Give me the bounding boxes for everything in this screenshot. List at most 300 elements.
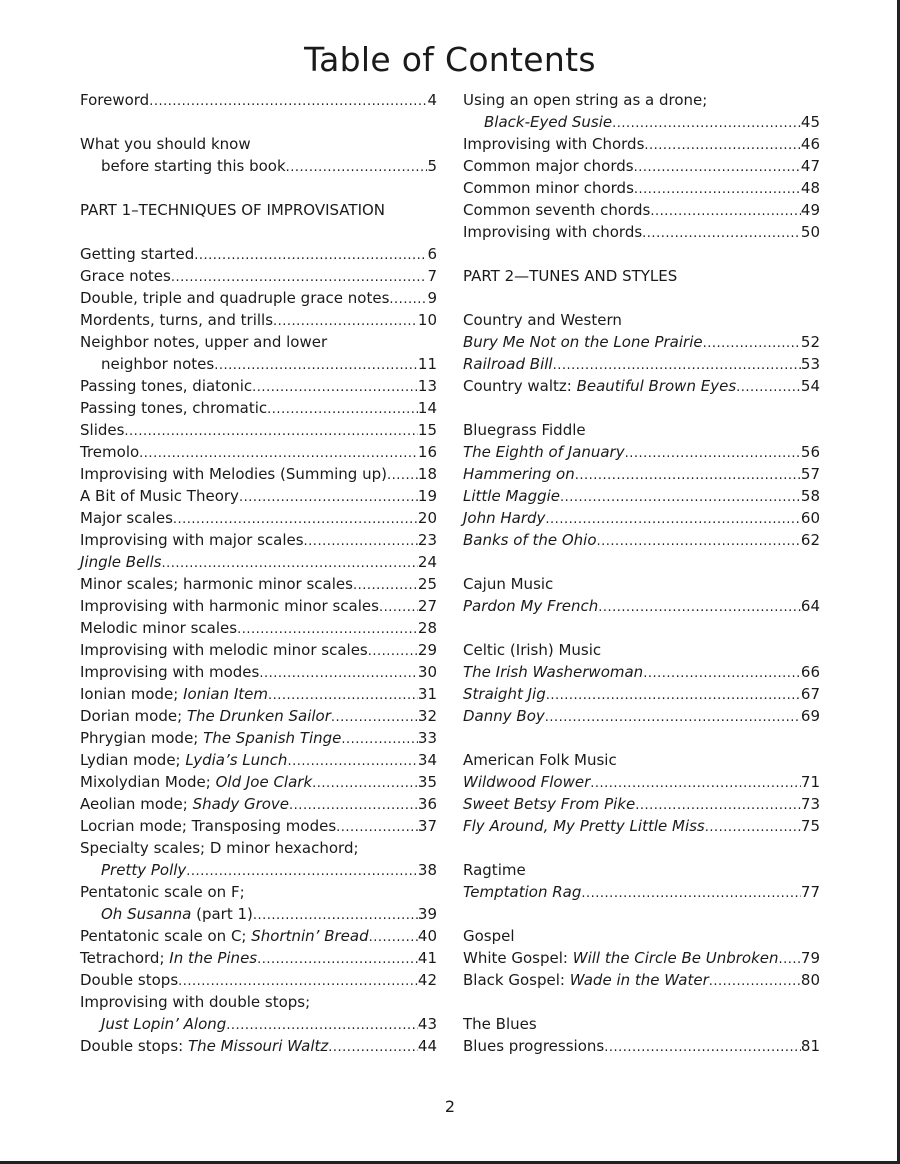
- dot-leader: [368, 639, 418, 663]
- entry-text: Common minor chords: [463, 179, 634, 197]
- spacer: [80, 221, 437, 243]
- toc-entry-title: [463, 199, 650, 221]
- entry-text: Tremolo: [80, 443, 140, 461]
- toc-page-number: 25: [417, 575, 437, 593]
- toc-page-number: 4: [427, 91, 437, 109]
- toc-page-number: 46: [800, 135, 820, 153]
- dot-leader: [331, 705, 418, 729]
- toc-entry[interactable]: [80, 463, 437, 485]
- tune-title: Pardon My French: [463, 597, 599, 615]
- entry-text: neighbor notes: [101, 355, 215, 373]
- toc-page-number: 39: [417, 905, 437, 923]
- toc-entry[interactable]: [463, 815, 820, 837]
- dot-leader: [304, 529, 418, 553]
- dot-leader: [267, 397, 418, 421]
- entry-text: Passing tones, chromatic: [80, 399, 268, 417]
- dot-leader: [545, 507, 800, 531]
- toc-entry[interactable]: [80, 309, 437, 331]
- toc-entry[interactable]: [80, 551, 437, 573]
- toc-entry[interactable]: [80, 683, 437, 705]
- entry-text: Lydian mode;: [80, 751, 186, 769]
- toc-entry-title: [463, 507, 545, 529]
- tune-title: Oh Susanna: [101, 905, 192, 923]
- spacer: [463, 551, 820, 573]
- tune-title: The Irish Washerwoman: [463, 663, 644, 681]
- toc-page-number: 60: [800, 509, 820, 527]
- toc-entry[interactable]: [463, 683, 820, 705]
- toc-page-number: 9: [427, 289, 437, 307]
- toc-entry[interactable]: [463, 881, 820, 903]
- entry-text: Improvising with chords: [463, 223, 643, 241]
- dot-leader: [779, 947, 801, 971]
- toc-page-number: 10: [417, 311, 437, 329]
- entry-text: Pentatonic scale on C;: [80, 927, 252, 945]
- toc-entry[interactable]: [463, 947, 820, 969]
- toc-entry-title: [80, 89, 149, 111]
- toc-page-number: 20: [417, 509, 437, 527]
- toc-entry[interactable]: [80, 749, 437, 771]
- toc-entry[interactable]: [80, 89, 437, 111]
- toc-entry-title: [463, 485, 560, 507]
- entry-text: Melodic minor scales: [80, 619, 238, 637]
- toc-page-number: 71: [800, 773, 820, 791]
- dot-leader: [237, 617, 418, 641]
- toc-entry-title: [80, 551, 161, 573]
- toc-entry[interactable]: [463, 441, 820, 463]
- toc-entry-title: [80, 837, 359, 859]
- toc-entry[interactable]: [463, 111, 820, 133]
- toc-entry-title: [80, 727, 341, 749]
- toc-page-number: 14: [417, 399, 437, 417]
- toc-page-number: 15: [417, 421, 437, 439]
- dot-leader: [612, 111, 801, 135]
- toc-page-number: 6: [427, 245, 437, 263]
- toc-page-number: 42: [417, 971, 437, 989]
- toc-entry-title: [463, 463, 575, 485]
- dot-leader: [289, 793, 418, 817]
- toc-entry[interactable]: [80, 947, 437, 969]
- dot-leader: [604, 1035, 801, 1059]
- toc-left-column: [80, 89, 437, 1057]
- tune-title: The Missouri Waltz: [187, 1037, 329, 1055]
- dot-leader: [545, 705, 801, 729]
- tune-title: Old Joe Clark: [215, 773, 313, 791]
- toc-page-number: 11: [417, 355, 437, 373]
- toc-entry[interactable]: [80, 353, 437, 375]
- dot-leader: [161, 551, 417, 575]
- section-heading: Cajun Music: [463, 575, 554, 593]
- toc-page-number: 23: [417, 531, 437, 549]
- dot-leader: [634, 155, 801, 179]
- toc-page-number: 16: [417, 443, 437, 461]
- tune-title: In the Pines: [169, 949, 258, 967]
- entry-text: Getting started: [80, 245, 195, 263]
- toc-entry[interactable]: [463, 133, 820, 155]
- dot-leader: [736, 375, 801, 399]
- toc-page-number: 30: [417, 663, 437, 681]
- toc-entry[interactable]: [463, 771, 820, 793]
- entry-text: Country waltz:: [463, 377, 577, 395]
- toc-entry[interactable]: [463, 177, 820, 199]
- toc-entry[interactable]: [80, 815, 437, 837]
- tune-title: Will the Circle Be Unbroken: [572, 949, 779, 967]
- toc-entry-title: [80, 683, 268, 705]
- toc-entry-title: [463, 595, 598, 617]
- dot-leader: [286, 155, 428, 179]
- dot-leader: [634, 177, 801, 201]
- toc-entry-title: [463, 881, 581, 903]
- toc-entry-title: [101, 903, 253, 925]
- entry-text: Passing tones, diatonic: [80, 377, 253, 395]
- toc-page-number: 5: [427, 157, 437, 175]
- toc-entry-title: [463, 969, 709, 991]
- toc-entry-title: [463, 947, 779, 969]
- toc-entry-title: [101, 353, 214, 375]
- toc-entry-title: [463, 705, 545, 727]
- dot-leader: [268, 683, 418, 707]
- entry-text: Pentatonic scale on F;: [80, 883, 245, 901]
- tune-title: Lydia’s Lunch: [185, 751, 288, 769]
- toc-right-column: [463, 89, 820, 1057]
- toc-page-number: 31: [417, 685, 437, 703]
- entry-text: Foreword: [80, 91, 150, 109]
- toc-entry-title: [463, 661, 643, 683]
- toc-entry-title: [80, 133, 251, 155]
- tune-title: Ionian Item: [183, 685, 268, 703]
- toc-entry-title: [80, 243, 194, 265]
- tune-title: Banks of the Ohio: [463, 531, 597, 549]
- spacer: [463, 837, 820, 859]
- toc-page-number: 38: [417, 861, 437, 879]
- section-heading: The Blues: [463, 1015, 537, 1033]
- section-heading: Gospel: [463, 927, 515, 945]
- toc-entry[interactable]: [80, 287, 437, 309]
- tune-title: Fly Around, My Pretty Little Miss: [463, 817, 705, 835]
- dot-leader: [650, 199, 801, 223]
- toc-entry-title: [80, 639, 368, 661]
- dot-leader: [560, 485, 801, 509]
- toc-entry[interactable]: [80, 969, 437, 991]
- entry-text: Slides: [80, 421, 125, 439]
- toc-entry-title: [80, 265, 171, 287]
- dot-leader: [257, 947, 418, 971]
- toc-entry[interactable]: [80, 771, 437, 793]
- toc-page-number: 37: [417, 817, 437, 835]
- toc-entry[interactable]: [80, 1013, 437, 1035]
- toc-entry-line: [80, 133, 437, 155]
- entry-text: Dorian mode;: [80, 707, 187, 725]
- toc-entry[interactable]: [463, 969, 820, 991]
- dot-leader: [259, 661, 418, 685]
- entry-text: Improvising with melodic minor scales: [80, 641, 368, 659]
- toc-page-number: 62: [800, 531, 820, 549]
- toc-entry-title: [463, 155, 634, 177]
- toc-page-number: 34: [417, 751, 437, 769]
- entry-text: Improvising with Chords: [463, 135, 645, 153]
- section-heading: Celtic (Irish) Music: [463, 641, 602, 659]
- section-heading: PART 1–TECHNIQUES OF IMPROVISATION: [80, 201, 386, 219]
- toc-page-number: 57: [800, 465, 820, 483]
- entry-text: Black Gospel:: [463, 971, 570, 989]
- toc-page-number: 29: [417, 641, 437, 659]
- toc-entry[interactable]: [463, 595, 820, 617]
- toc-page-number: 41: [417, 949, 437, 967]
- toc-page-number: 18: [417, 465, 437, 483]
- entry-text: Double stops:: [80, 1037, 188, 1055]
- dot-leader: [124, 419, 417, 443]
- dot-leader: [239, 485, 418, 509]
- toc-entry-title: [463, 375, 736, 397]
- spacer: [463, 903, 820, 925]
- toc-page-number: 69: [800, 707, 820, 725]
- tune-title: Sweet Betsy From Pike: [463, 795, 636, 813]
- toc-entry[interactable]: [80, 243, 437, 265]
- toc-entry[interactable]: [463, 199, 820, 221]
- dot-leader: [379, 595, 418, 619]
- dot-leader: [273, 309, 418, 333]
- tune-title: John Hardy: [463, 509, 546, 527]
- toc-page-number: 40: [417, 927, 437, 945]
- spacer: [80, 111, 437, 133]
- spacer: [463, 287, 820, 309]
- toc-entry-line: [80, 837, 437, 859]
- toc-entry-title: [80, 529, 304, 551]
- section-heading: American Folk Music: [463, 751, 617, 769]
- toc-entry[interactable]: [80, 903, 437, 925]
- toc-entry[interactable]: [80, 617, 437, 639]
- toc-page-number: 19: [417, 487, 437, 505]
- toc-page-number: 33: [417, 729, 437, 747]
- toc-entry[interactable]: [463, 331, 820, 353]
- spacer: [463, 243, 820, 265]
- toc-page-number: 64: [800, 597, 820, 615]
- dot-leader: [328, 1035, 418, 1059]
- toc-entry[interactable]: [80, 419, 437, 441]
- toc-entry[interactable]: [463, 353, 820, 375]
- toc-entry[interactable]: [80, 155, 437, 177]
- dot-leader: [553, 353, 801, 377]
- dot-leader: [312, 771, 418, 795]
- toc-entry-title: [463, 353, 553, 375]
- toc-page-number: 7: [427, 267, 437, 285]
- dot-leader: [644, 133, 801, 157]
- toc-entry[interactable]: [80, 507, 437, 529]
- dot-leader: [194, 243, 427, 267]
- dot-leader: [389, 287, 427, 311]
- section-heading: Ragtime: [463, 861, 526, 879]
- tune-title: Straight Jig: [463, 685, 546, 703]
- toc-entry[interactable]: [80, 375, 437, 397]
- entry-text: Mixolydian Mode;: [80, 773, 216, 791]
- toc-entry[interactable]: [80, 705, 437, 727]
- toc-entry-title: [80, 661, 259, 683]
- toc-entry-title: [101, 1013, 226, 1035]
- toc-entry-title: [80, 617, 237, 639]
- toc-entry-title: [80, 881, 245, 903]
- toc-page-number: 80: [800, 971, 820, 989]
- tune-title: Shortnin’ Bread: [251, 927, 369, 945]
- toc-entry-line: [80, 331, 437, 353]
- toc-page-number: 13: [417, 377, 437, 395]
- toc-entry-title: [463, 815, 705, 837]
- toc-entry-title: [80, 771, 312, 793]
- entry-text: Tetrachord;: [80, 949, 170, 967]
- dot-leader: [226, 1013, 418, 1037]
- toc-entry[interactable]: [80, 727, 437, 749]
- entry-text: Aeolian mode;: [80, 795, 193, 813]
- toc-entry-line: [80, 881, 437, 903]
- toc-entry[interactable]: [463, 507, 820, 529]
- dot-leader: [369, 925, 418, 949]
- spacer: [463, 617, 820, 639]
- dot-leader: [336, 815, 418, 839]
- entry-text: Improvising with harmonic minor scales: [80, 597, 379, 615]
- toc-page-number: 43: [417, 1015, 437, 1033]
- toc-entry[interactable]: [80, 1035, 437, 1057]
- toc-entry-title: [463, 793, 635, 815]
- toc-entry[interactable]: [463, 221, 820, 243]
- entry-text: Ionian mode;: [80, 685, 184, 703]
- toc-entry[interactable]: [80, 859, 437, 881]
- toc-page-number: 45: [800, 113, 820, 131]
- toc-entry-title: [80, 815, 336, 837]
- toc-entry-title: [463, 221, 642, 243]
- toc-entry[interactable]: [80, 793, 437, 815]
- entry-text: Improvising with double stops;: [80, 993, 311, 1011]
- toc-entry[interactable]: [463, 793, 820, 815]
- page-number: 2: [444, 1097, 456, 1116]
- dot-leader: [643, 661, 801, 685]
- toc-page-number: 50: [800, 223, 820, 241]
- entry-text: Common major chords: [463, 157, 634, 175]
- toc-entry[interactable]: [80, 639, 437, 661]
- dot-leader: [597, 529, 801, 553]
- section-heading: Bluegrass Fiddle: [463, 421, 586, 439]
- toc-entry-title: [80, 925, 369, 947]
- toc-entry[interactable]: [80, 441, 437, 463]
- entry-text: Locrian mode; Transposing modes: [80, 817, 337, 835]
- dot-leader: [590, 771, 801, 795]
- page-title: Table of Contents: [304, 40, 596, 79]
- entry-text: Neighbor notes, upper and lower: [80, 333, 328, 351]
- toc-entry-title: [463, 177, 634, 199]
- toc-page-number: 56: [800, 443, 820, 461]
- toc-entry[interactable]: [463, 155, 820, 177]
- toc-page-number: 81: [800, 1037, 820, 1055]
- toc-entry-title: [101, 859, 186, 881]
- spacer: [80, 177, 437, 199]
- entry-text: A Bit of Music Theory: [80, 487, 239, 505]
- toc-entry-title: [80, 485, 239, 507]
- toc-page-number: 35: [417, 773, 437, 791]
- toc-entry-line: [463, 89, 820, 111]
- dot-leader: [214, 353, 418, 377]
- toc-entry[interactable]: [80, 529, 437, 551]
- dot-leader: [252, 375, 418, 399]
- toc-page-number: 36: [417, 795, 437, 813]
- toc-entry-title: [463, 529, 597, 551]
- dot-leader: [353, 573, 418, 597]
- toc-entry[interactable]: [80, 265, 437, 287]
- toc-entry-title: [80, 705, 331, 727]
- toc-page-number: 32: [417, 707, 437, 725]
- entry-text: Minor scales; harmonic minor scales: [80, 575, 353, 593]
- toc-entry-title: [80, 595, 379, 617]
- tune-title: Temptation Rag: [463, 883, 582, 901]
- toc-entry-title: [463, 133, 644, 155]
- toc-entry[interactable]: [80, 661, 437, 683]
- toc-page-number: 67: [800, 685, 820, 703]
- dot-leader: [178, 969, 418, 993]
- dot-leader: [581, 881, 801, 905]
- dot-leader: [635, 793, 801, 817]
- toc-page-number: 77: [800, 883, 820, 901]
- tune-title: Bury Me Not on the Lone Prairie: [463, 333, 703, 351]
- tune-title: Danny Boy: [463, 707, 545, 725]
- toc-page-number: 49: [800, 201, 820, 219]
- toc-entry-title: [101, 155, 286, 177]
- toc-entry-title: [463, 441, 625, 463]
- spacer: [463, 991, 820, 1013]
- toc-entry-title: [80, 309, 273, 331]
- toc-page-number: 52: [800, 333, 820, 351]
- toc-entry-title: [80, 287, 389, 309]
- spacer: [463, 397, 820, 419]
- toc-page-number: 53: [800, 355, 820, 373]
- toc-page-number: 79: [800, 949, 820, 967]
- toc-entry[interactable]: [463, 1035, 820, 1057]
- toc-page-number: 66: [800, 663, 820, 681]
- toc-entry-title: [463, 331, 703, 353]
- tune-title: Beautiful Brown Eyes: [576, 377, 737, 395]
- toc-page-number: 73: [800, 795, 820, 813]
- dot-leader: [139, 441, 418, 465]
- entry-text: Specialty scales; D minor hexachord;: [80, 839, 359, 857]
- toc-entry[interactable]: [463, 485, 820, 507]
- toc-entry-title: [80, 793, 289, 815]
- toc-entry[interactable]: [463, 463, 820, 485]
- toc-entry[interactable]: [80, 397, 437, 419]
- toc-entry[interactable]: [80, 573, 437, 595]
- toc-page-number: 58: [800, 487, 820, 505]
- dot-leader: [186, 859, 418, 883]
- tune-title: Railroad Bill: [463, 355, 553, 373]
- toc-entry[interactable]: [463, 529, 820, 551]
- toc-entry-title: [463, 683, 546, 705]
- toc-entry[interactable]: [463, 375, 820, 397]
- entry-text: Improvising with Melodies (Summing up): [80, 465, 387, 483]
- toc-entry-title: [80, 749, 287, 771]
- toc-entry[interactable]: [80, 485, 437, 507]
- toc-entry[interactable]: [463, 705, 820, 727]
- toc-entry[interactable]: [80, 925, 437, 947]
- entry-text: Blues progressions: [463, 1037, 605, 1055]
- toc-entry-title: [484, 111, 612, 133]
- toc-entry-title: [80, 441, 139, 463]
- toc-page-number: 47: [800, 157, 820, 175]
- dot-leader: [387, 463, 418, 487]
- entry-text: Major scales: [80, 509, 173, 527]
- tune-title: The Spanish Tinge: [203, 729, 342, 747]
- toc-entry[interactable]: [463, 661, 820, 683]
- tune-title: The Drunken Sailor: [186, 707, 331, 725]
- toc-page-number: 44: [417, 1037, 437, 1055]
- toc-entry-title: [80, 331, 327, 353]
- toc-entry-title: [463, 1035, 604, 1057]
- tune-title: Black-Eyed Susie: [484, 113, 613, 131]
- toc-entry[interactable]: [80, 595, 437, 617]
- toc-entry-title: [80, 507, 173, 529]
